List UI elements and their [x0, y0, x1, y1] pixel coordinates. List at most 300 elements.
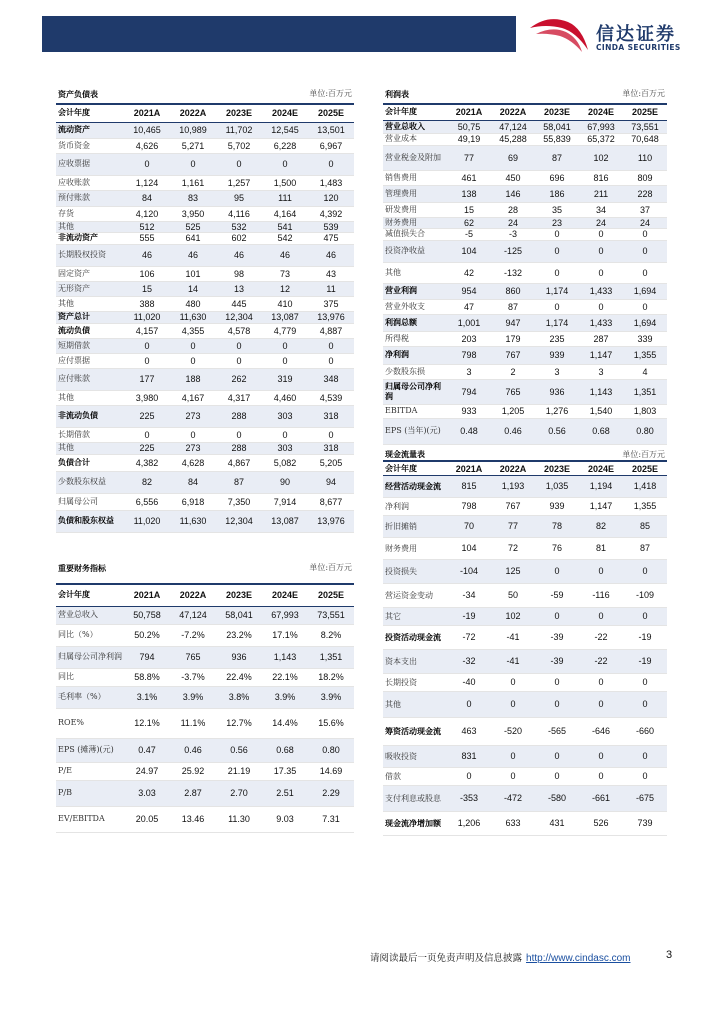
row-label: 少数股东权益: [56, 471, 124, 493]
row-value: -520: [491, 717, 535, 745]
table-row: [56, 405, 354, 427]
row-value: 6,918: [170, 493, 216, 510]
table-row: [56, 390, 354, 405]
row-value: 25.92: [170, 762, 216, 780]
table-row: [56, 206, 354, 221]
row-value: 95: [216, 190, 262, 206]
row-label: 销售费用: [383, 170, 447, 185]
row-label: 营业税金及附加: [383, 145, 447, 170]
row-value: 273: [170, 442, 216, 454]
table-row: [56, 175, 354, 190]
row-label: 非流动资产: [56, 232, 124, 244]
row-value: 4,578: [216, 323, 262, 338]
row-value: -7.2%: [170, 624, 216, 646]
row-label: 其他: [56, 442, 124, 454]
table-row: [383, 283, 667, 299]
cinda-swoosh-icon: [528, 14, 592, 54]
column-header-year: 2022A: [170, 104, 216, 122]
row-value: -125: [491, 240, 535, 262]
row-label: 现金流净增加额: [383, 811, 447, 835]
table-row: [56, 738, 354, 762]
row-label: 借款: [383, 767, 447, 785]
row-value: 936: [535, 379, 579, 404]
row-value: 42: [447, 262, 491, 283]
row-value: 0.80: [623, 418, 667, 444]
table-row: [56, 122, 354, 138]
table-row: [383, 625, 667, 649]
row-value: 0: [491, 745, 535, 767]
table-row: [56, 138, 354, 153]
row-value: 696: [535, 170, 579, 185]
footer-disclaimer: [370, 950, 631, 964]
row-value: 431: [535, 811, 579, 835]
row-label: 资本支出: [383, 649, 447, 673]
row-label: EBITDA: [383, 404, 447, 418]
row-value: 0: [124, 338, 170, 353]
row-value: 15.6%: [308, 708, 354, 738]
row-value: 58,041: [216, 606, 262, 624]
row-value: -472: [491, 785, 535, 811]
row-value: 11.1%: [170, 708, 216, 738]
row-value: 633: [491, 811, 535, 835]
row-value: -646: [579, 717, 623, 745]
row-value: -41: [491, 625, 535, 649]
column-header-year: 2023E: [216, 584, 262, 606]
row-value: 211: [579, 185, 623, 202]
row-label: 货币资金: [56, 138, 124, 153]
row-label: 投资净收益: [383, 240, 447, 262]
row-label: 长期借款: [56, 427, 124, 442]
table-row: [383, 537, 667, 559]
row-label: 财务费用: [383, 537, 447, 559]
table-row: [56, 368, 354, 390]
row-value: 831: [447, 745, 491, 767]
row-value: 17.1%: [262, 624, 308, 646]
row-value: -39: [535, 649, 579, 673]
unit-label: 单位:百万元: [124, 86, 354, 104]
row-value: 0: [308, 427, 354, 442]
row-value: 0: [623, 691, 667, 717]
row-value: 82: [124, 471, 170, 493]
row-label: 所得税: [383, 331, 447, 346]
row-value: 4,460: [262, 390, 308, 405]
row-value: 0: [579, 673, 623, 691]
row-label: 应收票据: [56, 153, 124, 175]
row-value: 461: [447, 170, 491, 185]
row-value: 45,288: [491, 133, 535, 145]
row-value: 4,355: [170, 323, 216, 338]
column-header-year: 2024E: [262, 104, 308, 122]
row-value: 542: [262, 232, 308, 244]
row-value: 84: [170, 471, 216, 493]
row-value: 1,161: [170, 175, 216, 190]
website-link[interactable]: http://www.cindasc.com: [526, 953, 631, 964]
row-value: 318: [308, 442, 354, 454]
row-value: 3,980: [124, 390, 170, 405]
table-row: [383, 364, 667, 379]
row-value: 539: [308, 221, 354, 232]
row-value: 69: [491, 145, 535, 170]
row-value: 7,914: [262, 493, 308, 510]
row-value: 0: [535, 240, 579, 262]
table-row: [56, 646, 354, 668]
row-value: 0: [579, 767, 623, 785]
row-value: 0: [262, 338, 308, 353]
row-value: 0: [491, 673, 535, 691]
row-value: 67,993: [579, 120, 623, 133]
row-value: 0: [579, 745, 623, 767]
row-value: 0: [623, 262, 667, 283]
row-value: 1,351: [623, 379, 667, 404]
row-value: 1,194: [579, 475, 623, 497]
row-value: 225: [124, 442, 170, 454]
row-value: 111: [262, 190, 308, 206]
row-value: 767: [491, 497, 535, 515]
row-value: 83: [170, 190, 216, 206]
table-title-row: [56, 86, 354, 104]
row-value: 72: [491, 537, 535, 559]
row-value: 49,19: [447, 133, 491, 145]
row-value: -675: [623, 785, 667, 811]
column-header-year: 2023E: [216, 104, 262, 122]
row-value: 3.9%: [262, 686, 308, 708]
row-value: -39: [535, 625, 579, 649]
header-bar: [42, 16, 516, 52]
row-value: 0: [579, 240, 623, 262]
row-value: 50,758: [124, 606, 170, 624]
row-value: 1,355: [623, 497, 667, 515]
row-value: 84: [124, 190, 170, 206]
table-row: [383, 120, 667, 133]
row-value: 0.56: [535, 418, 579, 444]
row-value: 47,124: [491, 120, 535, 133]
row-value: 4,157: [124, 323, 170, 338]
row-value: 11.30: [216, 806, 262, 832]
row-value: -19: [623, 649, 667, 673]
row-value: 3.9%: [170, 686, 216, 708]
row-value: 0: [447, 691, 491, 717]
cash-flow-table: [383, 450, 667, 836]
row-value: -22: [579, 625, 623, 649]
row-value: 146: [491, 185, 535, 202]
row-value: 1,433: [579, 314, 623, 331]
column-header-label: 会计年度: [383, 461, 447, 475]
row-label: 折旧摊销: [383, 515, 447, 537]
row-value: 512: [124, 221, 170, 232]
table-row: [56, 806, 354, 832]
row-value: 0: [535, 262, 579, 283]
row-label: 归属母公司: [56, 493, 124, 510]
table-row: [56, 510, 354, 532]
row-value: 1,355: [623, 346, 667, 364]
row-value: 0.47: [124, 738, 170, 762]
row-label: 固定资产: [56, 266, 124, 281]
row-value: 0: [124, 427, 170, 442]
row-value: 0.68: [262, 738, 308, 762]
row-label: 存货: [56, 206, 124, 221]
row-value: 0: [124, 153, 170, 175]
row-value: 35: [535, 202, 579, 217]
row-value: 46: [124, 244, 170, 266]
row-value: 4,317: [216, 390, 262, 405]
row-value: 46: [170, 244, 216, 266]
row-value: 87: [623, 537, 667, 559]
row-value: 794: [447, 379, 491, 404]
row-value: 3.9%: [308, 686, 354, 708]
row-value: 1,483: [308, 175, 354, 190]
row-label: 筹资活动现金流: [383, 717, 447, 745]
row-value: 186: [535, 185, 579, 202]
row-label: 其它: [383, 607, 447, 625]
row-value: 5,082: [262, 454, 308, 471]
column-header-label: 会计年度: [56, 104, 124, 122]
row-value: 85: [623, 515, 667, 537]
row-value: 7.31: [308, 806, 354, 832]
row-value: 3: [579, 364, 623, 379]
row-value: 2: [491, 364, 535, 379]
row-value: 14: [170, 281, 216, 296]
row-value: 125: [491, 559, 535, 583]
table-row: [56, 668, 354, 686]
row-value: 798: [447, 497, 491, 515]
row-value: 50: [491, 583, 535, 607]
row-value: 110: [623, 145, 667, 170]
table-row: [383, 559, 667, 583]
row-value: 3: [535, 364, 579, 379]
row-value: 0: [216, 427, 262, 442]
column-header-year: 2025E: [308, 584, 354, 606]
row-value: 70: [447, 515, 491, 537]
column-header-label: 会计年度: [383, 104, 447, 120]
row-value: 1,540: [579, 404, 623, 418]
row-value: 288: [216, 405, 262, 427]
table-title-row: [56, 554, 354, 584]
row-label: 应收账款: [56, 175, 124, 190]
row-label: 少数股东损: [383, 364, 447, 379]
column-header-year: 2023E: [535, 461, 579, 475]
row-value: 0: [623, 607, 667, 625]
table-title-row: [383, 86, 667, 104]
row-value: 23.2%: [216, 624, 262, 646]
row-value: 463: [447, 717, 491, 745]
row-value: 1,418: [623, 475, 667, 497]
row-label: 归属母公司净利润: [56, 646, 124, 668]
row-value: 3: [447, 364, 491, 379]
row-value: 936: [216, 646, 262, 668]
row-label: 负债和股东权益: [56, 510, 124, 532]
table-row: [383, 475, 667, 497]
table-row: [56, 323, 354, 338]
row-label: ROE%: [56, 708, 124, 738]
row-value: -104: [447, 559, 491, 583]
row-value: 0.80: [308, 738, 354, 762]
row-value: 1,143: [262, 646, 308, 668]
row-value: 0: [579, 228, 623, 240]
row-value: 815: [447, 475, 491, 497]
row-value: 450: [491, 170, 535, 185]
row-value: 50,75: [447, 120, 491, 133]
row-value: 50.2%: [124, 624, 170, 646]
row-value: 13,976: [308, 311, 354, 323]
row-value: 0: [262, 153, 308, 175]
table-row: [56, 311, 354, 323]
logo-text-cn: 信达证券: [596, 24, 676, 45]
row-value: 11,020: [124, 510, 170, 532]
row-value: 0: [623, 673, 667, 691]
row-value: 641: [170, 232, 216, 244]
table-row: [383, 240, 667, 262]
row-value: 188: [170, 368, 216, 390]
table-row: [383, 133, 667, 145]
table-row: [383, 217, 667, 228]
row-value: 4,539: [308, 390, 354, 405]
column-header-year: 2025E: [623, 461, 667, 475]
row-value: 798: [447, 346, 491, 364]
row-value: 8.2%: [308, 624, 354, 646]
row-value: 62: [447, 217, 491, 228]
row-value: 0: [447, 767, 491, 785]
row-value: -22: [579, 649, 623, 673]
row-value: 225: [124, 405, 170, 427]
row-label: 营运资金变动: [383, 583, 447, 607]
row-value: 58.8%: [124, 668, 170, 686]
row-value: 1,803: [623, 404, 667, 418]
row-label: 其他: [56, 221, 124, 232]
row-value: 0: [535, 559, 579, 583]
row-value: 1,147: [579, 346, 623, 364]
row-value: 933: [447, 404, 491, 418]
row-value: 11,020: [124, 311, 170, 323]
row-value: 3.03: [124, 780, 170, 806]
row-value: 1,433: [579, 283, 623, 299]
row-label: 资产总计: [56, 311, 124, 323]
row-value: 11: [308, 281, 354, 296]
row-value: 0: [216, 153, 262, 175]
row-value: 177: [124, 368, 170, 390]
row-value: -3.7%: [170, 668, 216, 686]
row-value: 0: [170, 338, 216, 353]
row-label: 同比: [56, 668, 124, 686]
row-value: 13: [216, 281, 262, 296]
row-label: 长期投资: [383, 673, 447, 691]
row-value: 0: [170, 353, 216, 368]
row-value: 15: [447, 202, 491, 217]
row-value: 24: [491, 217, 535, 228]
row-value: 179: [491, 331, 535, 346]
row-value: 24: [579, 217, 623, 228]
row-value: 765: [170, 646, 216, 668]
row-value: 555: [124, 232, 170, 244]
row-value: -580: [535, 785, 579, 811]
row-value: 87: [491, 299, 535, 314]
row-value: -19: [623, 625, 667, 649]
row-value: 11,630: [170, 311, 216, 323]
row-value: 0: [216, 338, 262, 353]
unit-label: 单位:百万元: [447, 450, 667, 461]
table-row: [383, 583, 667, 607]
row-value: 0: [535, 228, 579, 240]
row-value: 22.4%: [216, 668, 262, 686]
row-value: 0: [262, 353, 308, 368]
row-value: 94: [308, 471, 354, 493]
row-label: 流动资产: [56, 122, 124, 138]
row-value: -32: [447, 649, 491, 673]
column-header-year: 2021A: [124, 104, 170, 122]
row-value: 67,993: [262, 606, 308, 624]
row-value: 4,867: [216, 454, 262, 471]
row-value: 82: [579, 515, 623, 537]
row-value: 410: [262, 296, 308, 311]
row-value: 1,205: [491, 404, 535, 418]
row-value: 3,950: [170, 206, 216, 221]
row-value: -3: [491, 228, 535, 240]
row-value: -660: [623, 717, 667, 745]
row-label: P/B: [56, 780, 124, 806]
table-row: [56, 353, 354, 368]
table-row: [56, 296, 354, 311]
row-value: 104: [447, 240, 491, 262]
table-row: [56, 281, 354, 296]
row-label: 财务费用: [383, 217, 447, 228]
row-value: 0: [623, 745, 667, 767]
row-label: 利润总额: [383, 314, 447, 331]
row-value: 7,350: [216, 493, 262, 510]
row-value: 28: [491, 202, 535, 217]
row-value: 1,206: [447, 811, 491, 835]
table-row: [56, 471, 354, 493]
row-value: 34: [579, 202, 623, 217]
row-value: 273: [170, 405, 216, 427]
row-label: EV/EBITDA: [56, 806, 124, 832]
row-label: 投资损失: [383, 559, 447, 583]
column-header-year: 2022A: [491, 461, 535, 475]
table-row: [383, 649, 667, 673]
financial-ratios-table: [56, 554, 354, 833]
table-row: [383, 314, 667, 331]
table-row: [383, 673, 667, 691]
row-value: 76: [535, 537, 579, 559]
row-label: 负债合计: [56, 454, 124, 471]
row-value: -661: [579, 785, 623, 811]
row-value: 235: [535, 331, 579, 346]
table-row: [383, 262, 667, 283]
row-value: 77: [491, 515, 535, 537]
table-row: [56, 190, 354, 206]
table-row: [383, 497, 667, 515]
table-row: [383, 202, 667, 217]
row-value: 0: [262, 427, 308, 442]
row-value: 22.1%: [262, 668, 308, 686]
row-value: 46: [216, 244, 262, 266]
row-value: -40: [447, 673, 491, 691]
row-value: 228: [623, 185, 667, 202]
row-label: 长期股权投资: [56, 244, 124, 266]
row-value: 18.2%: [308, 668, 354, 686]
row-value: 288: [216, 442, 262, 454]
row-value: 77: [447, 145, 491, 170]
table-row: [56, 266, 354, 281]
row-value: 102: [491, 607, 535, 625]
row-value: 1,143: [579, 379, 623, 404]
row-value: 767: [491, 346, 535, 364]
row-value: 11,702: [216, 122, 262, 138]
row-value: -109: [623, 583, 667, 607]
row-value: 24.97: [124, 762, 170, 780]
row-value: 794: [124, 646, 170, 668]
income-statement-table: [383, 86, 667, 445]
row-value: 348: [308, 368, 354, 390]
row-value: 6,967: [308, 138, 354, 153]
